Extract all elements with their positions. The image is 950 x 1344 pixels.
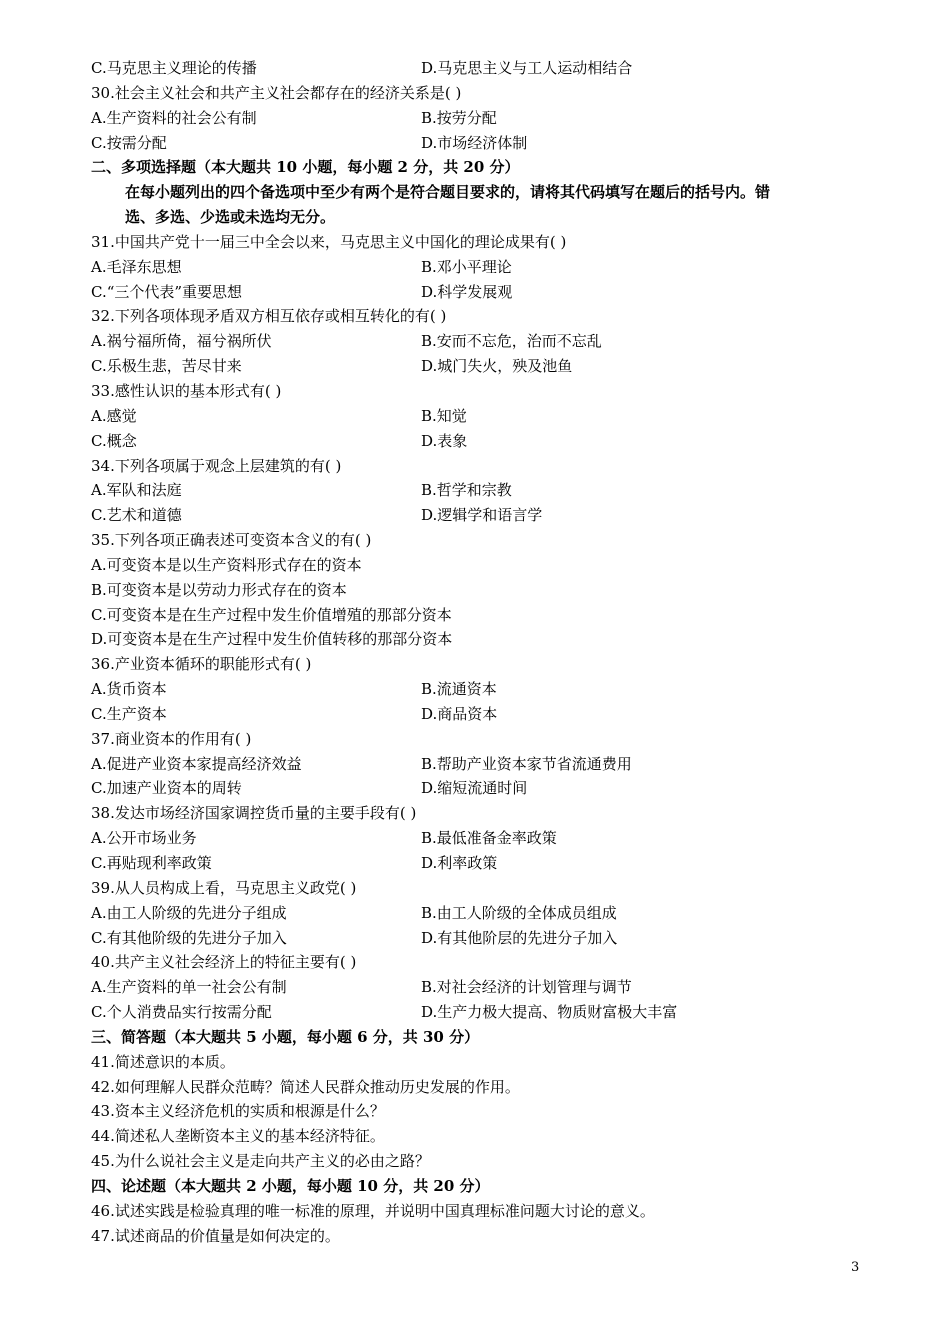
option-right: B.哲学和宗教: [421, 481, 512, 500]
option-right: D.市场经济体制: [421, 133, 528, 152]
option-right: B.按劳分配: [421, 108, 497, 127]
option-row: [91, 752, 871, 777]
option-left: C.个人消费品实行按需分配: [91, 1003, 272, 1022]
question-line: 39.从人员构成上看，马克思主义政党( ): [91, 878, 357, 897]
question-line: C.可变资本是在生产过程中发生价值增殖的那部分资本: [91, 605, 452, 624]
question-line: 31.中国共产党十一届三中全会以来，马克思主义中国化的理论成果有( ): [91, 232, 567, 251]
question-line: 33.感性认识的基本形式有( ): [91, 381, 282, 400]
option-right: D.城门失火，殃及池鱼: [421, 357, 573, 376]
question-line: 36.产业资本循环的职能形式有( ): [91, 655, 312, 674]
option-row: [91, 826, 871, 851]
option-right: B.邓小平理论: [421, 257, 512, 276]
page-number: 3: [851, 1260, 860, 1275]
question-line: 46.试述实践是检验真理的唯一标准的原理，并说明中国真理标准问题大讨论的意义。: [91, 1201, 655, 1220]
option-left: C.“三个代表”重要思想: [91, 282, 243, 301]
option-left: C.按需分配: [91, 133, 167, 152]
section-heading: 三、简答题（本大题共 5 小题，每小题 6 分，共 30 分）: [91, 1027, 480, 1046]
option-right: B.对社会经济的计划管理与调节: [421, 978, 632, 997]
question-line: 38.发达市场经济国家调控货币量的主要手段有( ): [91, 804, 417, 823]
option-left: A.毛泽东思想: [91, 257, 182, 276]
option-row: [91, 677, 871, 702]
option-row: [91, 926, 871, 951]
question-line: B.可变资本是以劳动力形式存在的资本: [91, 580, 347, 599]
option-left: A.生产资料的社会公有制: [91, 108, 257, 127]
option-row: [91, 106, 871, 131]
option-left: C.乐极生悲，苦尽甘来: [91, 357, 242, 376]
question-line: 34.下列各项属于观念上层建筑的有( ): [91, 456, 342, 475]
option-left: C.生产资本: [91, 704, 167, 723]
option-left: A.货币资本: [91, 680, 167, 699]
option-right: B.由工人阶级的全体成员组成: [421, 903, 617, 922]
option-left: C.马克思主义理论的传播: [91, 59, 257, 77]
option-row: [91, 776, 871, 801]
option-row: [91, 975, 871, 1000]
option-right: D.缩短流通时间: [421, 779, 528, 798]
option-right: D.逻辑学和语言学: [421, 506, 543, 525]
option-row: [91, 429, 871, 454]
option-left: C.艺术和道德: [91, 506, 182, 525]
section-heading: 二、多项选择题（本大题共 10 小题，每小题 2 分，共 20 分）: [91, 158, 520, 177]
question-line: 37.商业资本的作用有( ): [91, 729, 252, 748]
option-left: A.促进产业资本家提高经济效益: [91, 754, 302, 773]
question-line: 41.简述意识的本质。: [91, 1052, 235, 1071]
question-line: 42.如何理解人民群众范畴？简述人民群众推动历史发展的作用。: [91, 1077, 520, 1096]
question-line: 47.试述商品的价值量是如何决定的。: [91, 1226, 340, 1245]
option-row: [91, 329, 871, 354]
question-line: 35.下列各项正确表述可变资本含义的有( ): [91, 531, 372, 550]
option-row: [91, 851, 871, 876]
option-left: A.由工人阶级的先进分子组成: [91, 903, 287, 922]
option-row: [91, 503, 871, 528]
option-left: A.军队和法庭: [91, 481, 182, 500]
option-row: [91, 478, 871, 503]
option-left: C.再贴现利率政策: [91, 854, 212, 872]
option-row: [91, 255, 871, 280]
exam-page-content: [91, 56, 871, 1249]
option-left: C.概念: [91, 431, 137, 450]
option-right: B.知觉: [421, 406, 467, 425]
option-row: [91, 131, 871, 156]
option-right: D.有其他阶层的先进分子加入: [421, 928, 618, 947]
question-line: 45.为什么说社会主义是走向共产主义的必由之路？: [91, 1152, 430, 1171]
option-left: C.有其他阶级的先进分子加入: [91, 928, 287, 947]
section-instruction: 在每小题列出的四个备选项中至少有两个是符合题目要求的，请将其代码填写在题后的括号内。错: [125, 183, 771, 202]
section-heading: 四、论述题（本大题共 2 小题，每小题 10 分，共 20 分）: [91, 1176, 490, 1195]
question-line: 30.社会主义社会和共产主义社会都存在的经济关系是( ): [91, 83, 462, 102]
question-line: 43.资本主义经济危机的实质和根源是什么？: [91, 1102, 385, 1121]
option-row: [91, 404, 871, 429]
option-left: A.感觉: [91, 406, 137, 425]
option-left: C.加速产业资本的周转: [91, 779, 242, 798]
option-right: B.帮助产业资本家节省流通费用: [421, 754, 632, 773]
option-right: B.安而不忘危，治而不忘乱: [421, 332, 602, 351]
option-right: D.商品资本: [421, 704, 498, 723]
option-right: D.表象: [421, 431, 468, 450]
question-line: 40.共产主义社会经济上的特征主要有( ): [91, 953, 357, 972]
option-right: D.利率政策: [421, 854, 498, 872]
section-instruction: 选、多选、少选或未选均无分。: [125, 208, 336, 227]
question-line: 44.简述私人垄断资本主义的基本经济特征。: [91, 1127, 385, 1146]
option-row: [91, 354, 871, 379]
option-row: [91, 56, 871, 81]
option-row: [91, 901, 871, 926]
option-left: A.祸兮福所倚，福兮祸所伏: [91, 332, 272, 351]
option-right: B.最低准备金率政策: [421, 829, 557, 848]
option-right: B.流通资本: [421, 680, 497, 699]
option-row: [91, 702, 871, 727]
option-left: A.公开市场业务: [91, 829, 197, 848]
option-row: [91, 1000, 871, 1025]
option-right: D.科学发展观: [421, 282, 513, 301]
question-line: D.可变资本是在生产过程中发生价值转移的那部分资本: [91, 630, 453, 649]
option-right: D.马克思主义与工人运动相结合: [421, 59, 633, 77]
option-row: [91, 280, 871, 305]
option-right: D.生产力极大提高、物质财富极大丰富: [421, 1003, 678, 1022]
option-left: A.生产资料的单一社会公有制: [91, 978, 287, 997]
question-line: A.可变资本是以生产资料形式存在的资本: [91, 555, 362, 574]
question-line: 32.下列各项体现矛盾双方相互依存或相互转化的有( ): [91, 307, 447, 326]
